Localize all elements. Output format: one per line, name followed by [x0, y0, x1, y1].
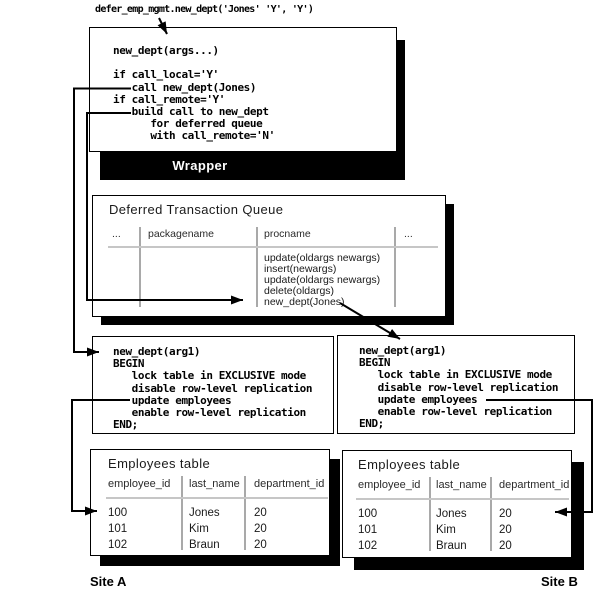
wrapper-code	[113, 45, 275, 143]
table-cell: 102	[108, 539, 128, 551]
col-department-id: department_id	[499, 479, 570, 491]
queue-col-packagename: packagename	[148, 228, 214, 240]
col-employee-id: employee_id	[108, 478, 171, 490]
code-line: enable row-level replication	[113, 405, 306, 419]
queue-header-rule	[108, 246, 438, 248]
col-last-name: last_name	[436, 479, 487, 491]
table-cell: 20	[499, 540, 512, 552]
table-cell: Kim	[436, 524, 456, 536]
table-cell: Jones	[189, 507, 220, 519]
code-line: update employees	[113, 393, 232, 407]
table-cell: 20	[254, 539, 267, 551]
table-cell: 100	[358, 508, 378, 520]
col-department-id: department_id	[254, 478, 325, 490]
table-cell: 20	[499, 524, 512, 536]
site-b-label: Site B	[541, 574, 578, 589]
code-line: BEGIN	[113, 357, 145, 371]
table-separator	[429, 477, 431, 551]
queue-title: Deferred Transaction Queue	[109, 202, 284, 217]
proc-list-item: update(oldargs newargs)	[264, 274, 381, 286]
site-b-procedure-code	[359, 345, 558, 430]
table-title: Employees table	[358, 457, 461, 472]
code-line: new_dept(arg1)	[113, 345, 201, 358]
table-separator	[181, 476, 183, 550]
code-line: update employees	[359, 392, 478, 406]
table-cell: 102	[358, 540, 378, 552]
code-line: build call to new_dept	[113, 104, 269, 118]
code-line: lock table in EXCLUSIVE mode	[359, 368, 552, 382]
table-title: Employees table	[108, 456, 211, 471]
code-line: if call_local='Y'	[113, 68, 219, 82]
proc-list-item: delete(oldargs)	[264, 285, 335, 297]
table-cell: Braun	[436, 540, 467, 552]
queue-col-ellipsis-right: ...	[404, 228, 413, 240]
code-line: enable row-level replication	[359, 404, 552, 418]
table-cell: Braun	[189, 539, 220, 551]
table-cell: 20	[254, 507, 267, 519]
queue-separator	[139, 227, 141, 307]
table-cell: 20	[254, 523, 267, 535]
deferred-call-label: defer_emp_mgmt.new_dept('Jones' 'Y', 'Y')	[95, 4, 314, 15]
table-column-values	[189, 505, 220, 553]
table-column-values	[108, 505, 127, 553]
wrapper-caption: Wrapper	[172, 158, 228, 173]
table-column-values	[499, 506, 512, 554]
table-cell: Kim	[189, 523, 209, 535]
deferred-transaction-queue-box	[92, 195, 446, 317]
table-cell: 100	[108, 507, 128, 519]
queue-col-procname: procname	[264, 228, 311, 240]
site-b-procedure-box	[337, 335, 575, 434]
table-cell: Jones	[436, 508, 467, 520]
queue-separator	[394, 227, 396, 307]
code-line: END;	[359, 417, 384, 431]
proc-list-item: new_dept(Jones)	[264, 296, 345, 308]
proc-list-item: insert(newargs)	[264, 263, 337, 275]
proc-list-item: update(oldargs newargs)	[264, 252, 381, 264]
code-line: for deferred queue	[113, 117, 263, 131]
col-employee-id: employee_id	[358, 479, 421, 491]
code-line: disable row-level replication	[359, 380, 559, 394]
site-a-label: Site A	[90, 574, 127, 589]
table-header-rule	[356, 498, 569, 500]
queue-col-ellipsis-left: ...	[112, 228, 121, 240]
code-line: lock table in EXCLUSIVE mode	[113, 369, 306, 383]
code-line: BEGIN	[359, 356, 391, 370]
table-column-values	[254, 505, 267, 553]
employees-table-b	[342, 450, 572, 558]
table-column-values	[436, 506, 467, 554]
code-line: disable row-level replication	[113, 381, 313, 395]
table-cell: 101	[358, 524, 378, 536]
code-line: call new_dept(Jones)	[113, 80, 257, 94]
code-line: with call_remote='N'	[113, 129, 275, 143]
queue-procname-list	[264, 253, 380, 308]
table-header-rule	[106, 497, 328, 499]
employees-table-a	[90, 449, 330, 556]
queue-separator	[256, 227, 258, 307]
code-line: new_dept(args...)	[113, 44, 219, 57]
code-line: new_dept(arg1)	[359, 344, 447, 357]
site-a-procedure-box	[92, 336, 334, 434]
table-cell: 20	[499, 508, 512, 520]
site-a-procedure-code	[113, 346, 312, 431]
code-line: if call_remote='Y'	[113, 92, 226, 106]
code-line: END;	[113, 418, 138, 432]
table-separator	[244, 476, 246, 550]
table-column-values	[358, 506, 377, 554]
table-separator	[490, 477, 492, 551]
table-cell: 101	[108, 523, 128, 535]
col-last-name: last_name	[189, 478, 240, 490]
